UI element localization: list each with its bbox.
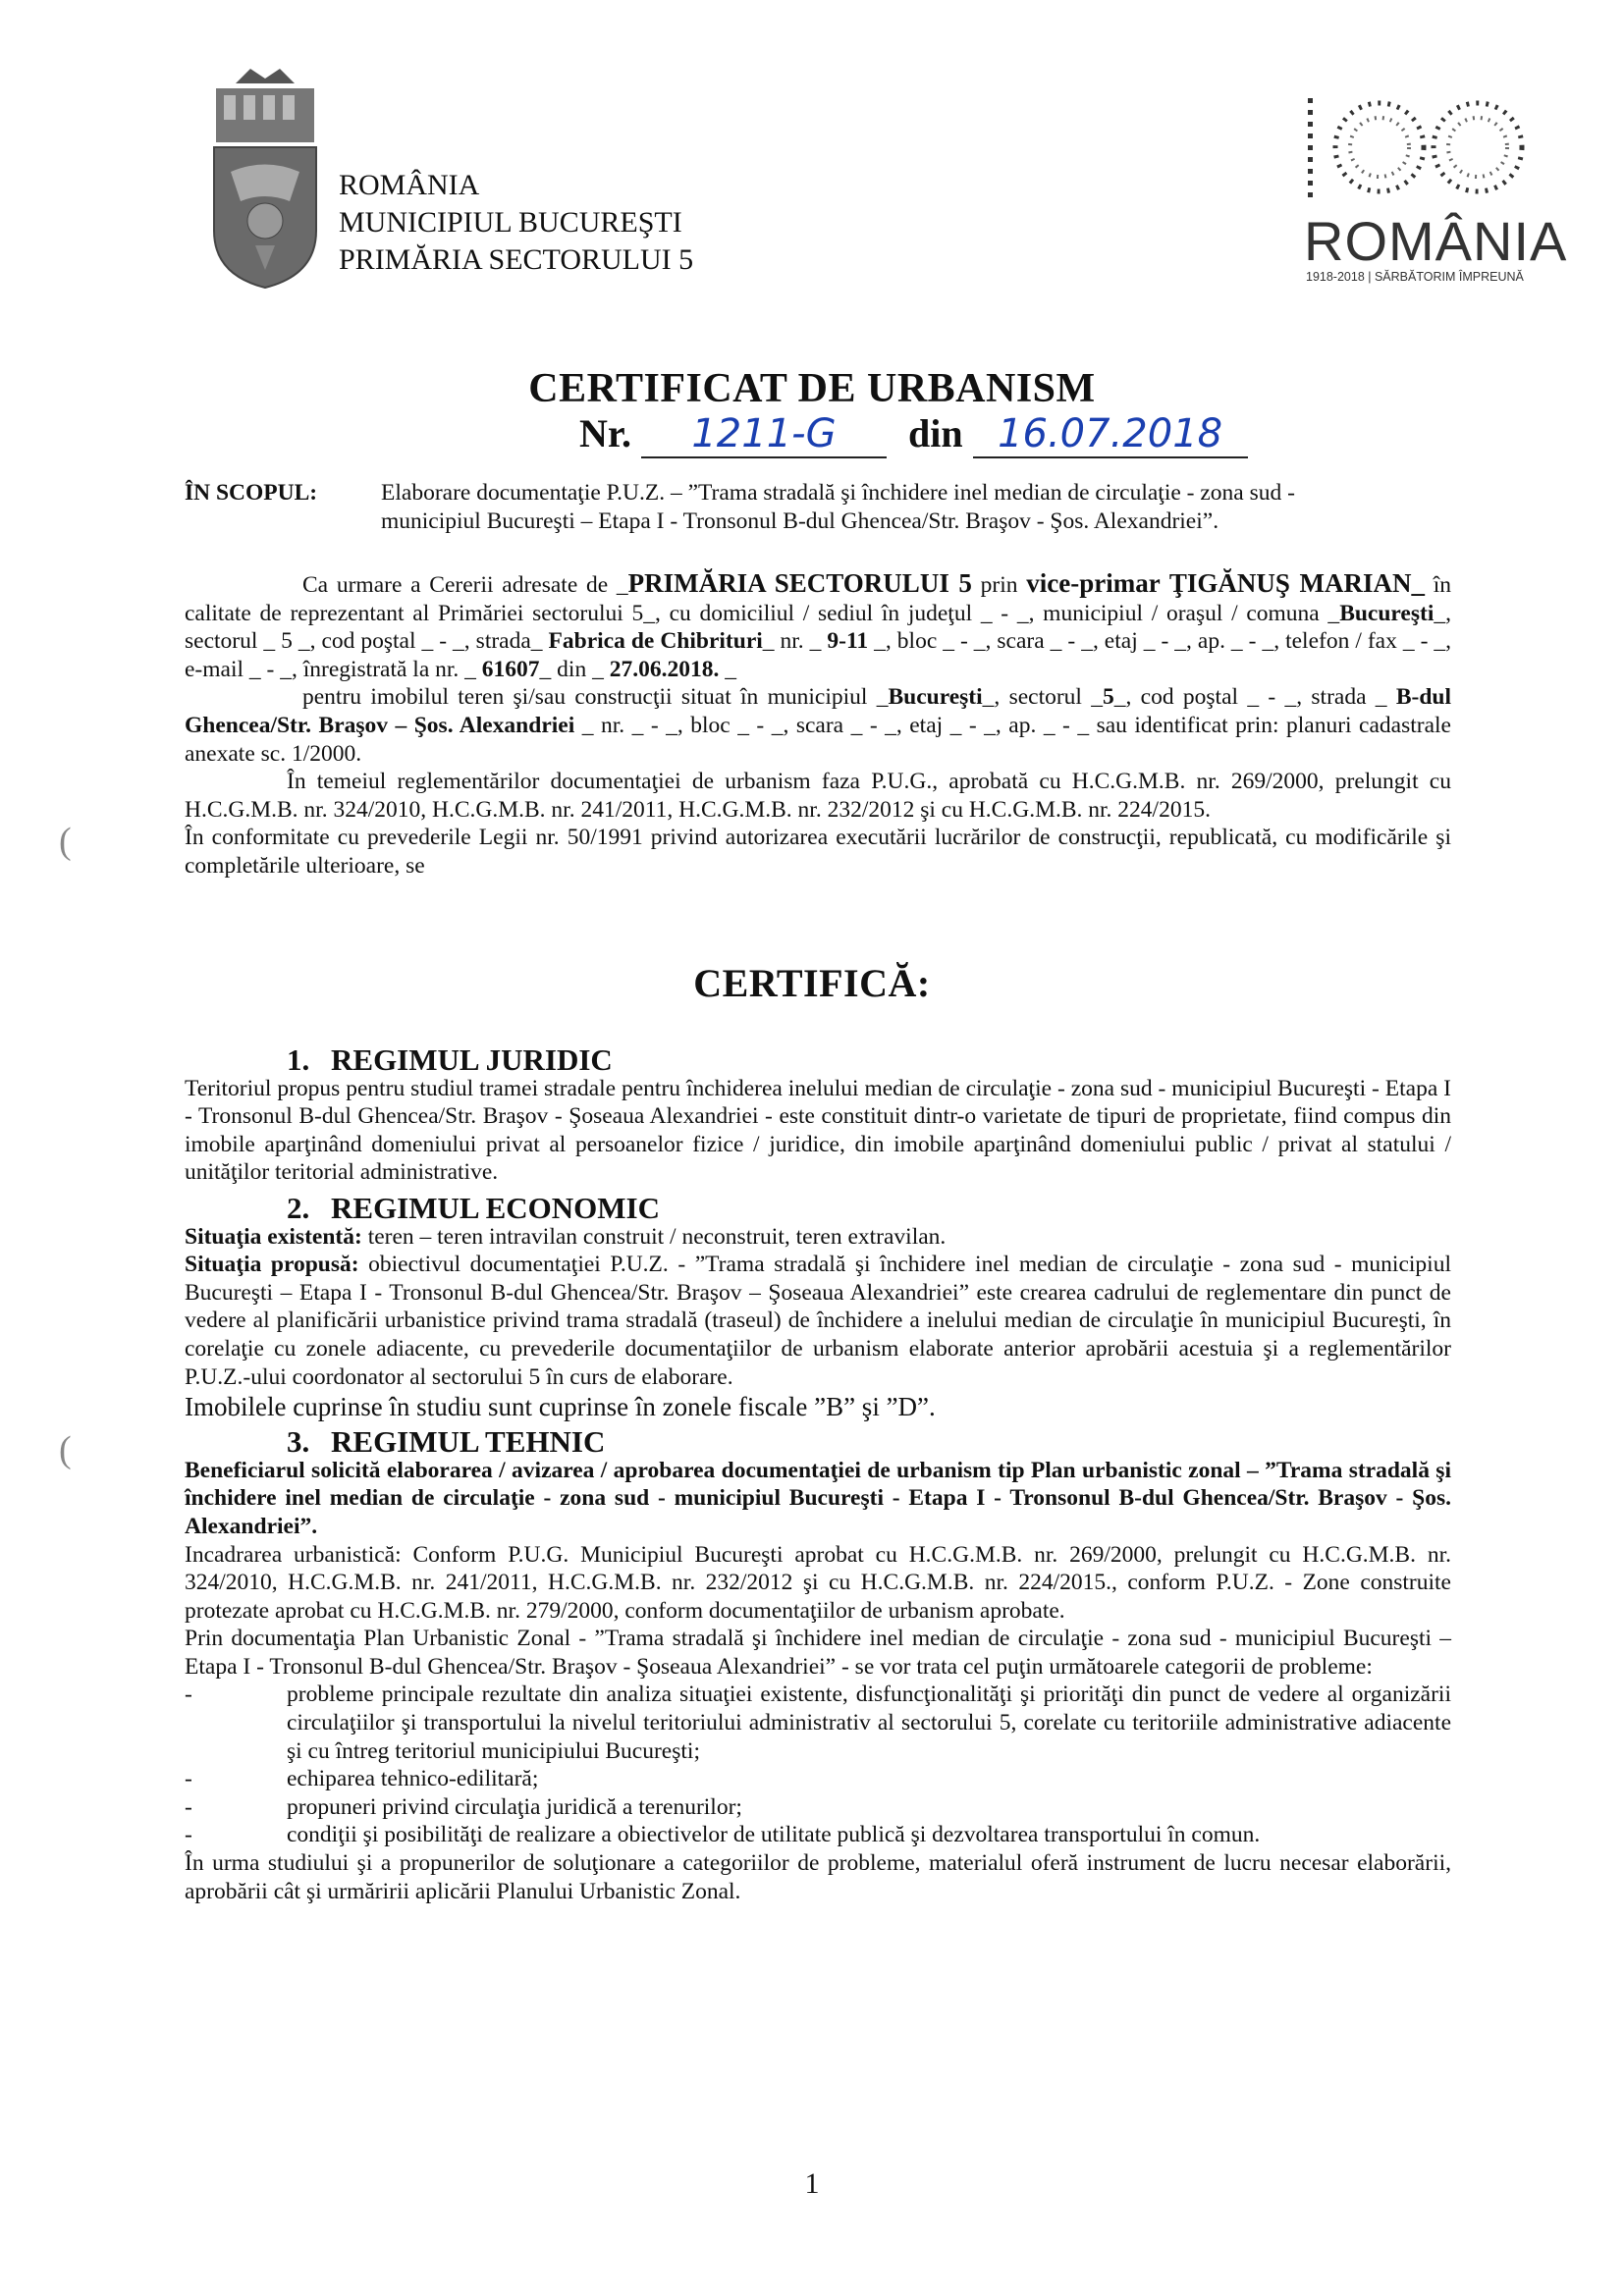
law-conformity-paragraph: În conformitate cu prevederile Legii nr. 50/1991 privind autorizarea executării lucrărilor de construcţii, republicată, cu modificările şi completările ulterioare, se xyxy=(185,825,1451,879)
request-text: Ca urmare a Cererii adresate de _ xyxy=(302,572,628,598)
property-city: Bucureşti xyxy=(888,684,983,711)
request-text: în calitate de reprezentant al Primăriei sectorului 5_, cu domiciliul / sediul în judeţul _ - _, municipiul / oraşul / comuna _ xyxy=(185,572,1452,626)
section-number: 3. xyxy=(287,1424,310,1460)
property-text: _ nr. _ - _, bloc _ - _, scara _ - _, etaj _ - _, ap. _ - _ sau identificat prin: planuri cadastrale anexate sc. 1/2000. xyxy=(185,712,1451,767)
purpose-block xyxy=(185,479,1451,535)
registration-date: 27.06.2018. xyxy=(609,656,720,682)
bullet: - xyxy=(185,1766,192,1792)
list-item-text: probleme principale rezultate din analiza situaţiei existente, disfuncţionalităţi şi priorităţi din punct de vedere al organizării circulaţiilor şi transportului la nivelul teritoriului administrativ al sectorului 5, corelate cu teritoriile administrative adiacente şi cu întreg teritoriul municipiului Bucureşti; xyxy=(287,1682,1451,1764)
existing-situation-text: teren – teren intravilan construit / neconstruit, teren extravilan. xyxy=(361,1223,947,1250)
section-1-heading xyxy=(287,1042,1451,1077)
property-paragraph xyxy=(185,683,1451,768)
section-title: REGIMUL ECONOMIC xyxy=(331,1190,660,1225)
document-title: CERTIFICAT DE URBANISM xyxy=(528,366,1096,411)
scan-mark: ( xyxy=(59,821,72,862)
section-3-heading xyxy=(287,1424,1451,1460)
logo-word: ROMÂNIA xyxy=(1304,210,1568,272)
list-item-text: echiparea tehnico-edilitară; xyxy=(287,1766,539,1792)
scan-mark: ( xyxy=(59,1429,72,1470)
nr-label: Nr. xyxy=(579,411,631,455)
scop-line2: municipiul Bucureşti – Etapa I - Tronsonul B-dul Ghencea/Str. Braşov - Şos. Alexandriei”. xyxy=(381,507,1219,534)
sections-block xyxy=(185,1042,1451,1905)
header-municipality: MUNICIPIUL BUCUREŞTI xyxy=(339,206,682,239)
page-number: 1 xyxy=(804,2167,820,2200)
legal-basis-paragraph: În temeiul reglementărilor documentaţiei de urbanism faza P.U.G., aprobată cu H.C.G.M.B. nr. 269/2000, prelungit cu H.C.G.M.B. nr. 324/2010, H.C.G.M.B. nr. 241/2011, H.C.G.M.B. nr. 232/2012 şi cu H.C.G.M.B. nr. 224/2015. xyxy=(185,769,1451,823)
section-title: REGIMUL TEHNIC xyxy=(331,1424,606,1460)
bullet: - xyxy=(185,1793,192,1820)
header-authority: PRIMĂRIA SECTORULUI 5 xyxy=(339,243,694,276)
list-item xyxy=(185,1793,1451,1822)
section-title: REGIMUL JURIDIC xyxy=(331,1042,613,1077)
list-item xyxy=(185,1821,1451,1849)
list-item-text: condiţii şi posibilităţi de realizare a obiectivelor de utilitate publică şi dezvoltarea transportului în comun. xyxy=(287,1822,1261,1848)
request-street-number: 9-11 xyxy=(827,628,869,655)
property-text: _, cod poştal _ - _, strada _ xyxy=(1113,684,1387,711)
existing-situation xyxy=(185,1223,1451,1252)
applicant-name: PRIMĂRIA SECTORULUI 5 xyxy=(627,568,972,598)
bullet: - xyxy=(185,1682,192,1708)
section-number: 2. xyxy=(287,1190,310,1225)
header-country: ROMÂNIA xyxy=(339,169,480,201)
request-text: prin xyxy=(971,572,1027,598)
centenar-logo xyxy=(1296,79,1568,290)
request-text: _ nr. _ xyxy=(762,628,828,655)
request-text: _ xyxy=(719,656,736,682)
section-2-heading xyxy=(287,1190,1451,1225)
request-text: _, bloc _ - _, scara _ - _, etaj _ - _, ap. _ - _, telefon / fax _ - _, e-mail _ - _, înregistrată la nr. _ xyxy=(185,628,1452,682)
applicant-representative: vice-primar ŢIGĂNUŞ MARIAN_ xyxy=(1026,568,1425,598)
request-city: Bucureşti xyxy=(1339,600,1435,626)
property-text: _, sectorul _ xyxy=(982,684,1104,711)
existing-situation-label: Situaţia existentă: xyxy=(185,1223,362,1250)
bucharest-coat-of-arms-icon xyxy=(206,64,324,290)
bullet: - xyxy=(185,1822,192,1848)
puz-problems-intro: Prin documentaţia Plan Urbanistic Zonal - ”Trama stradală şi închidere inel median de circulaţie - zona sud - municipiul Bucureşti – Etapa I - Tronsonul B-dul Ghencea/Str. Braşov - Şoseaua Alexandriei” - se vor trata cel puţin următoarele categorii de probleme: xyxy=(185,1626,1451,1680)
request-block xyxy=(185,569,1451,881)
urban-framing: Incadrarea urbanistică: Conform P.U.G. Municipiul Bucureşti aprobat cu H.C.G.M.B. nr. 269/2000, prelungit cu H.C.G.M.B. nr. 324/2010, H.C.G.M.B. nr. 241/2011, H.C.G.M.B. nr. 232/2012 şi cu H.C.G.M.B. nr. 224/2015., conform P.U.Z. - Zone construite protezate aprobat cu H.C.G.M.B. nr. 279/2000, conform documentaţiilor de urbanism aprobate. xyxy=(185,1541,1451,1624)
issuer-header xyxy=(339,167,693,279)
request-text: _, sectorul _ 5 _, cod poştal _ - _, strada_ xyxy=(185,600,1451,655)
request-paragraph xyxy=(185,569,1451,683)
centenar-100-logo-icon xyxy=(1296,79,1542,211)
din-label: din xyxy=(907,411,963,455)
section-number: 1. xyxy=(287,1042,310,1077)
proposed-situation-text: obiectivul documentaţiei P.U.Z. - ”Trama stradală şi închidere inel median de circulaţie - zona sud - municipiul Bucureşti – Etapa I - Tronsonul B-dul Ghencea/Str. Braşov – Şoseaua Alexandriei” este crearea cadrului de reglementare din punct de vedere al planificării urbanistice privind trama stradală (traseul) de închidere a inelului median de circulaţie în municipiul Bucureşti, în corelaţie cu zonele adiacente, cu prevederile documentaţiilor de urbanism elaborate anterior aprobării acestuia şi a reglementărilor P.U.Z.-ului coordonator al sectorului 5 în curs de elaborare. xyxy=(185,1252,1451,1390)
date-value: 16.07.2018 xyxy=(973,411,1248,458)
proposed-situation xyxy=(185,1251,1451,1391)
proposed-situation-label: Situaţia propusă: xyxy=(185,1252,359,1278)
property-street: B-dul Ghencea/Str. Braşov – Şos. Alexandriei xyxy=(185,684,1452,738)
request-street: Fabrica de Chibrituri xyxy=(548,628,763,655)
list-item xyxy=(185,1765,1451,1793)
section-1-text: Teritoriul propus pentru studiul tramei stradale pentru închiderea inelului median de circulaţie - zona sud - municipiul Bucureşti - Etapa I - Tronsonul B-dul Ghencea/Str. Braşov - Şoseaua Alexandriei - este constituit dintr-o varietate de tipuri de proprietate, fiind compus din imobile aparţinând domeniului privat al persoanelor fizice / juridice, din imobile aparţinând domeniului public / privat al statului / unităţilor teritorial administrative. xyxy=(185,1075,1451,1186)
logo-tagline: 1918-2018 | SĂRBĂTORIM ÎMPREUNĂ xyxy=(1306,270,1524,284)
certifica-heading: CERTIFICĂ: xyxy=(693,961,931,1005)
list-item xyxy=(185,1681,1451,1765)
registration-number: 61607 xyxy=(481,656,540,682)
request-text: _ din _ xyxy=(539,656,610,682)
property-text: pentru imobilul teren şi/sau construcţii situat în municipiul _ xyxy=(302,684,889,711)
nr-value: 1211-G xyxy=(641,411,887,458)
fiscal-zones-line: Imobilele cuprinse în studiu sunt cuprinse în zonele fiscale ”B” şi ”D”. xyxy=(185,1392,936,1422)
conclusion-paragraph: În urma studiului şi a propunerilor de soluţionare a categoriilor de probleme, materialul oferă instrument de lucru necesar elaborării, aprobării cât şi urmăririi aplicării Planului Urbanistic Zonal. xyxy=(185,1850,1451,1904)
scop-line1: Elaborare documentaţie P.U.Z. – ”Trama stradală şi închidere inel median de circulaţie - zona sud - xyxy=(381,480,1295,506)
beneficiary-request: Beneficiarul solicită elaborarea / avizarea / aprobarea documentaţiei de urbanism tip Plan urbanistic zonal – ”Trama stradală şi închidere inel median de circulaţie - zona sud - municipiul Bucureşti - Etapa I - Tronsonul B-dul Ghencea/Str. Braşov - Şos. Alexandriei”. xyxy=(185,1457,1451,1539)
number-line xyxy=(579,410,1248,458)
list-item-text: propuneri privind circulaţia juridică a terenurilor; xyxy=(287,1793,742,1820)
scop-label: ÎN SCOPUL: xyxy=(185,480,318,506)
property-sector: 5 xyxy=(1103,684,1114,711)
